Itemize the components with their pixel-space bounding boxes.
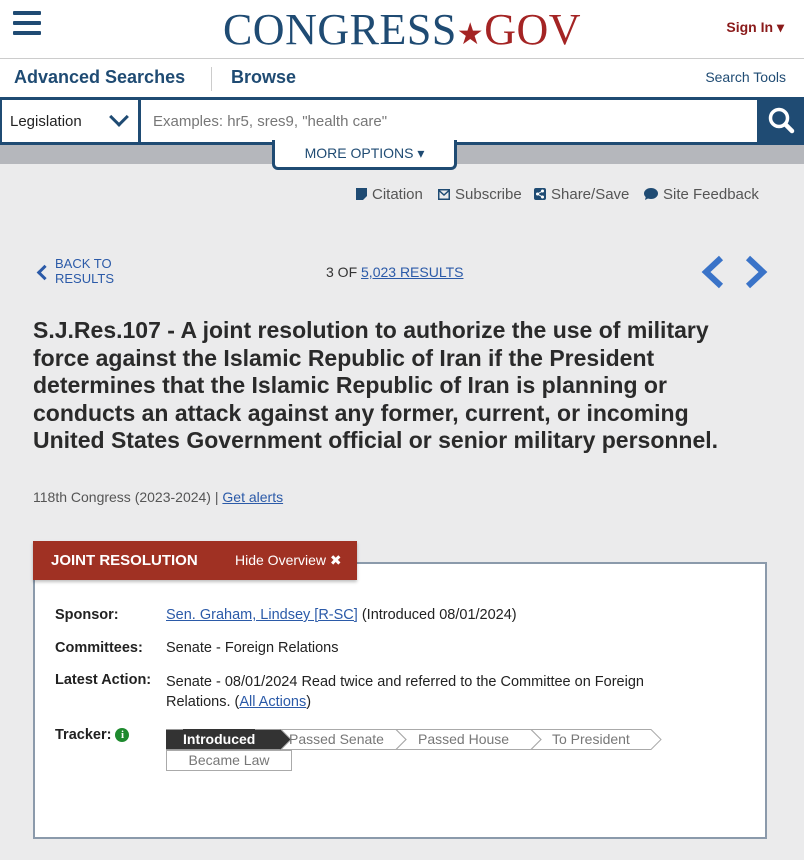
citation-icon bbox=[356, 188, 367, 200]
latest-action-close: ) bbox=[306, 694, 312, 710]
sponsor-value bbox=[166, 607, 517, 623]
search-bar bbox=[0, 97, 804, 145]
logo-congress: CONGRESS bbox=[222, 5, 457, 54]
site-feedback-label: Site Feedback bbox=[663, 186, 759, 203]
search-icon bbox=[758, 97, 804, 145]
more-options-button[interactable]: MORE OPTIONS ▾ bbox=[272, 140, 457, 170]
citation-label: Citation bbox=[372, 186, 423, 203]
citation-link[interactable] bbox=[356, 186, 423, 203]
total-results-link[interactable]: 5,023 RESULTS bbox=[361, 264, 464, 280]
speech-bubble-icon bbox=[644, 188, 658, 200]
site-feedback-link[interactable] bbox=[644, 186, 759, 203]
share-save-label: Share/Save bbox=[551, 186, 630, 203]
collection-select-value: Legislation bbox=[10, 113, 82, 130]
sign-in-button[interactable]: Sign In ▾ bbox=[726, 19, 784, 35]
joint-resolution-label: JOINT RESOLUTION bbox=[51, 552, 198, 569]
latest-action-label: Latest Action: bbox=[55, 672, 152, 688]
back-to-results-link[interactable] bbox=[37, 256, 114, 286]
tracker-step-to-president: To President bbox=[552, 731, 630, 747]
top-navigation bbox=[0, 58, 804, 99]
tracker-step-passed-senate: Passed Senate bbox=[289, 731, 384, 747]
nav-divider bbox=[211, 67, 212, 91]
sponsor-label: Sponsor: bbox=[55, 607, 119, 623]
get-alerts-link[interactable]: Get alerts bbox=[222, 489, 284, 505]
result-position: 3 OF bbox=[326, 264, 362, 280]
all-actions-link[interactable]: All Actions bbox=[239, 694, 307, 710]
subscribe-label: Subscribe bbox=[455, 186, 522, 203]
tracker-step-introduced: Introduced bbox=[183, 731, 256, 747]
logo-star-icon: ★ bbox=[456, 18, 485, 51]
chevron-down-icon bbox=[109, 107, 129, 127]
latest-action-text: Senate - 08/01/2024 Read twice and referred to the Committee on Foreign bbox=[166, 674, 644, 690]
envelope-icon bbox=[438, 189, 450, 200]
search-input[interactable] bbox=[141, 100, 757, 142]
next-result-icon[interactable] bbox=[738, 254, 774, 290]
tracker-step-passed-house: Passed House bbox=[418, 731, 510, 747]
congress-line bbox=[33, 489, 283, 505]
latest-action-value bbox=[166, 672, 644, 712]
chevron-left-icon bbox=[37, 265, 53, 281]
tracker-label-text: Tracker: bbox=[55, 727, 112, 743]
overview-tab bbox=[33, 541, 357, 580]
advanced-searches-link[interactable]: Advanced Searches bbox=[14, 67, 186, 87]
share-icon bbox=[534, 188, 546, 200]
site-logo[interactable] bbox=[0, 4, 804, 55]
share-save-link[interactable] bbox=[534, 186, 629, 203]
sponsor-link[interactable]: Sen. Graham, Lindsey [R-SC] bbox=[166, 607, 358, 623]
subscribe-link[interactable] bbox=[438, 186, 522, 203]
tracker-step-became-law: Became Law bbox=[166, 750, 292, 771]
sponsor-introduced: (Introduced 08/01/2024) bbox=[357, 607, 517, 623]
browse-link[interactable]: Browse bbox=[231, 67, 297, 87]
hide-overview-button[interactable]: Hide Overview ✖ bbox=[235, 552, 342, 568]
header bbox=[0, 0, 804, 58]
committees-value: Senate - Foreign Relations bbox=[166, 640, 339, 656]
congress-session: 118th Congress (2023-2024) | bbox=[33, 489, 223, 505]
logo-gov: GOV bbox=[484, 5, 582, 54]
back-to-results-line1: BACK TO bbox=[55, 256, 112, 271]
back-to-results-line2: RESULTS bbox=[55, 271, 114, 286]
result-count bbox=[326, 264, 463, 280]
bill-title: S.J.Res.107 - A joint resolution to authorize the use of military force against the Islamic Republic of Iran if the President determines that the Islamic Republic of Iran is planning or conducts an attack against any former, current, or incoming United States Government official or senior military personnel. bbox=[33, 317, 719, 453]
latest-action-text-2: Relations. ( bbox=[166, 694, 240, 710]
previous-result-icon[interactable] bbox=[695, 254, 731, 290]
overview-panel bbox=[33, 562, 767, 839]
info-icon[interactable]: i bbox=[115, 728, 129, 742]
search-button[interactable] bbox=[758, 97, 804, 145]
tracker-label bbox=[55, 727, 129, 743]
search-tools-link[interactable]: Search Tools bbox=[705, 69, 786, 85]
committees-label: Committees: bbox=[55, 640, 143, 656]
collection-select[interactable] bbox=[2, 100, 138, 142]
